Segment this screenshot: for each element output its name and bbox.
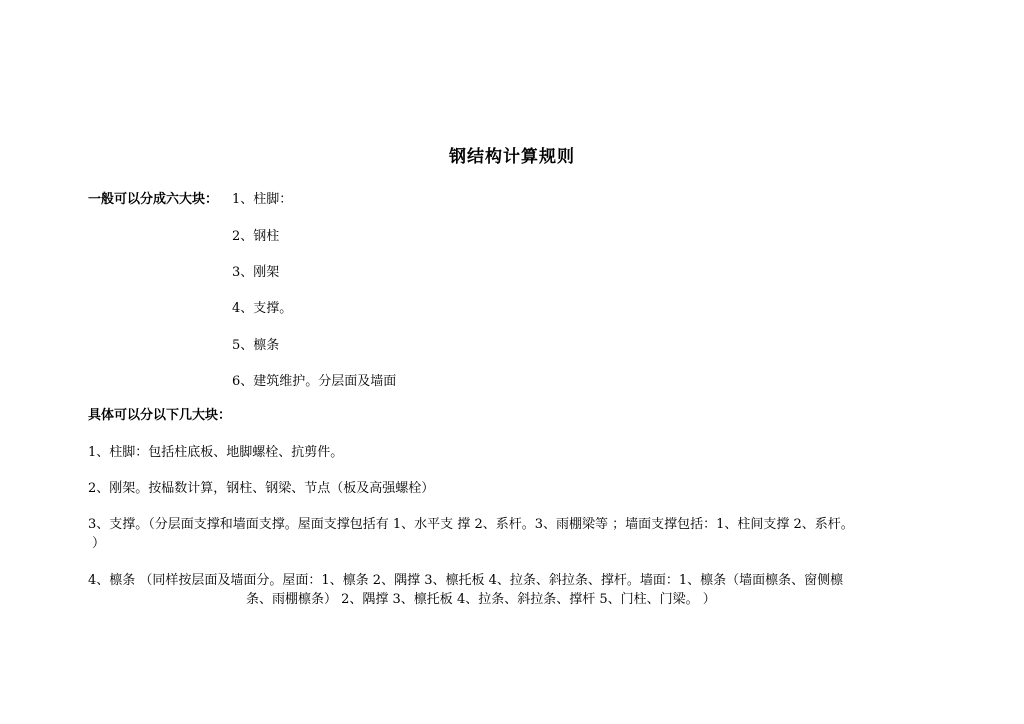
section1-item-6: 6、建筑维护。分层面及墙面 bbox=[232, 374, 397, 389]
document-title: 钢结构计算规则 bbox=[449, 147, 575, 167]
section1-heading: 一般可以分成六大块： bbox=[88, 192, 219, 207]
section1-item-1: 1、柱脚： bbox=[232, 192, 293, 207]
section2-paragraph-1: 1、柱脚：包括柱底板、地脚螺栓、抗剪件。 bbox=[88, 445, 344, 460]
section2-paragraph-3: 3、支撑。（分层面支撑和墙面支撑。屋面支撑包括有 1、水平支 撑 2、系杆。3、雨棚梁等 ；墙面支撑包括：1、柱间支撑 2、系杆。 bbox=[88, 517, 854, 532]
section1-item-5: 5、檩条 bbox=[232, 338, 280, 353]
section2-paragraph-3-continued: ） bbox=[92, 536, 106, 551]
section2-paragraph-4: 4、檩条 （同样按层面及墙面分。屋面：1、檩条 2、隅撑 3、檩托板 4、拉条、斜拉条、撑杆。墙面：1、檩条（墙面檩条、窗侧檩 bbox=[88, 573, 844, 588]
section1-item-2: 2、钢柱 bbox=[232, 229, 280, 244]
section2-heading: 具体可以分以下几大块： bbox=[88, 408, 232, 423]
section1-item-3: 3、刚架 bbox=[232, 265, 280, 280]
section2-paragraph-2: 2、刚架。按榀数计算，钢柱、钢梁、节点（板及高强螺栓） bbox=[88, 481, 435, 496]
section2-paragraph-4-continued: 条、雨棚檩条） 2、隅撑 3、檩托板 4、拉条、斜拉条、撑杆 5、门柱、门梁。 ） bbox=[246, 592, 716, 607]
section1-item-4: 4、支撑。 bbox=[232, 301, 293, 316]
